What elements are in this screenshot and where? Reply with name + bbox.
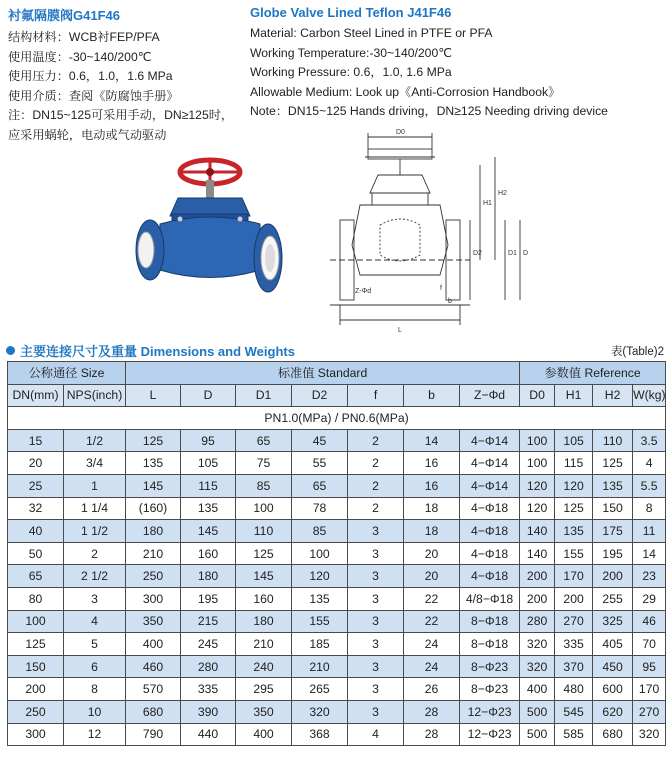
table-row — [8, 633, 666, 656]
table-cell: 22 — [404, 610, 460, 633]
table-cell: 65 — [8, 565, 64, 588]
label-d: D — [523, 250, 529, 257]
table-cell: 4−Φ18 — [460, 520, 520, 543]
table-cell: 180 — [181, 565, 236, 588]
table-cell: 4 — [348, 723, 404, 746]
table-cell: 185 — [292, 633, 348, 656]
table-row — [8, 723, 666, 746]
table-cell: 145 — [126, 474, 181, 497]
table-cell: 270 — [633, 700, 666, 723]
table-cell: 250 — [126, 565, 181, 588]
table-row — [8, 587, 666, 610]
table-cell: 100 — [520, 429, 555, 452]
table-cell: 14 — [404, 429, 460, 452]
table-cell: 200 — [593, 565, 633, 588]
table-cell: 350 — [126, 610, 181, 633]
table-cell: 6 — [64, 655, 126, 678]
table-row — [8, 565, 666, 588]
table-cell: 3 — [348, 542, 404, 565]
table-cell: 400 — [236, 723, 292, 746]
table-row — [8, 700, 666, 723]
table-cell: 20 — [404, 542, 460, 565]
table-cell: 3 — [348, 633, 404, 656]
label-h2: H2 — [498, 190, 507, 197]
table-cell: 3 — [348, 565, 404, 588]
table-cell: 14 — [633, 542, 666, 565]
table-cell: 460 — [126, 655, 181, 678]
table-cell: 65 — [236, 429, 292, 452]
table-cell: 50 — [8, 542, 64, 565]
table-cell: 265 — [292, 678, 348, 701]
column-header: f — [348, 384, 404, 407]
table-cell: 1 1/4 — [64, 497, 126, 520]
table-cell: 3 — [348, 587, 404, 610]
header-reference: 参数值 Reference — [520, 362, 666, 385]
en-title: Globe Valve Lined Teflon J41F46 — [250, 5, 452, 20]
table-cell: 155 — [555, 542, 593, 565]
table-row — [8, 542, 666, 565]
table-cell: 80 — [8, 587, 64, 610]
table-cell: 210 — [292, 655, 348, 678]
en-spec-line: Allowable Medium: Look up《Anti-Corrosion Handbook》 — [250, 84, 561, 99]
table-cell: 145 — [236, 565, 292, 588]
table-cell: 115 — [555, 452, 593, 475]
cn-spec-line: 使用压力：0.6，1.0，1.6 MPa — [8, 69, 173, 83]
table-cell: 24 — [404, 655, 460, 678]
table-cell: 115 — [181, 474, 236, 497]
table-cell: 4−Φ18 — [460, 497, 520, 520]
table-cell: 325 — [593, 610, 633, 633]
dimensions-table — [7, 361, 666, 746]
table-cell: 110 — [236, 520, 292, 543]
table-cell: 3 — [348, 520, 404, 543]
table-cell: 3 — [348, 678, 404, 701]
table-cell: 85 — [236, 474, 292, 497]
table-cell: 2 — [64, 542, 126, 565]
table-cell: 600 — [593, 678, 633, 701]
table-cell: 11 — [633, 520, 666, 543]
table-ref: 表(Table)2 — [610, 346, 664, 358]
table-row — [8, 474, 666, 497]
table-cell: 135 — [181, 497, 236, 520]
table-cell: 790 — [126, 723, 181, 746]
table-cell: 215 — [181, 610, 236, 633]
column-header: D — [181, 384, 236, 407]
table-cell: 75 — [236, 452, 292, 475]
table-cell: 200 — [520, 565, 555, 588]
table-cell: 28 — [404, 723, 460, 746]
table-cell: 140 — [520, 520, 555, 543]
table-cell: 4/8−Φ18 — [460, 587, 520, 610]
table-cell: 25 — [8, 474, 64, 497]
header-standard: 标准值 Standard — [126, 362, 520, 385]
cn-spec-line: 应采用蜗轮，电动或气动驱动 — [8, 127, 167, 142]
table-cell: 5 — [64, 633, 126, 656]
table-cell: 255 — [593, 587, 633, 610]
header-size: 公称通径 Size — [8, 362, 126, 385]
table-cell: 405 — [593, 633, 633, 656]
table-cell: 70 — [633, 633, 666, 656]
table-cell: 8 — [633, 497, 666, 520]
table-body — [8, 429, 666, 745]
column-header: b — [404, 384, 460, 407]
table-cell: 16 — [404, 474, 460, 497]
table-cell: 280 — [181, 655, 236, 678]
table-cell: 335 — [181, 678, 236, 701]
table-cell: 22 — [404, 587, 460, 610]
table-cell: 46 — [633, 610, 666, 633]
table-cell: 23 — [633, 565, 666, 588]
table-row — [8, 610, 666, 633]
table-cell: 320 — [520, 633, 555, 656]
table-cell: 100 — [8, 610, 64, 633]
table-cell: 270 — [555, 610, 593, 633]
table-cell: 8 — [64, 678, 126, 701]
table-cell: 105 — [555, 429, 593, 452]
table-cell: 20 — [8, 452, 64, 475]
table-cell: 135 — [593, 474, 633, 497]
table-cell: 135 — [555, 520, 593, 543]
table-cell: 2 1/2 — [64, 565, 126, 588]
bullet-icon — [6, 346, 15, 355]
table-cell: 250 — [8, 700, 64, 723]
table-cell: 3.5 — [633, 429, 666, 452]
table-cell: 3 — [348, 700, 404, 723]
table-cell: 120 — [520, 497, 555, 520]
table-cell: 85 — [292, 520, 348, 543]
table-cell: 4−Φ14 — [460, 452, 520, 475]
table-cell: 95 — [633, 655, 666, 678]
table-cell: 210 — [236, 633, 292, 656]
table-cell: 1/2 — [64, 429, 126, 452]
table-cell: 2 — [348, 474, 404, 497]
column-header: W(kg) — [633, 384, 666, 407]
table-cell: 135 — [126, 452, 181, 475]
cn-spec-line: 结构材料：WCB衬FEP/PFA — [8, 30, 160, 44]
table-cell: 100 — [292, 542, 348, 565]
column-header: Z−Φd — [460, 384, 520, 407]
table-cell: 200 — [8, 678, 64, 701]
table-cell: 240 — [236, 655, 292, 678]
table-cell: 480 — [555, 678, 593, 701]
table-cell: 195 — [181, 587, 236, 610]
table-cell: 585 — [555, 723, 593, 746]
cn-spec-line: 使用介质：查阅《防腐蚀手册》 — [8, 88, 179, 103]
table-cell: 28 — [404, 700, 460, 723]
en-spec-line: Working Pressure: 0.6，1.0, 1.6 MPa — [250, 65, 452, 79]
table-cell: 12−Φ23 — [460, 723, 520, 746]
table-cell: (160) — [126, 497, 181, 520]
table-cell: 29 — [633, 587, 666, 610]
table-cell: 295 — [236, 678, 292, 701]
table-cell: 2 — [348, 429, 404, 452]
table-cell: 120 — [292, 565, 348, 588]
label-f: f — [440, 285, 442, 292]
table-cell: 16 — [404, 452, 460, 475]
cn-title: 衬氟隔膜阀G41F46 — [8, 8, 120, 23]
table-cell: 368 — [292, 723, 348, 746]
table-cell: 100 — [236, 497, 292, 520]
table-cell: 180 — [126, 520, 181, 543]
cn-spec-line: 注：DN15~125可采用手动，DN≥125时， — [8, 108, 234, 122]
table-cell: 155 — [292, 610, 348, 633]
table-cell: 545 — [555, 700, 593, 723]
table-cell: 120 — [520, 474, 555, 497]
table-cell: 300 — [8, 723, 64, 746]
pressure-row: PN1.0(MPa) / PN0.6(MPa) — [8, 407, 666, 430]
label-h1: H1 — [483, 200, 492, 207]
table-cell: 1 — [64, 474, 126, 497]
table-cell: 12−Φ23 — [460, 700, 520, 723]
table-cell: 450 — [593, 655, 633, 678]
column-header: L — [126, 384, 181, 407]
table-cell: 125 — [236, 542, 292, 565]
table-cell: 160 — [236, 587, 292, 610]
table-cell: 18 — [404, 497, 460, 520]
column-header: D2 — [292, 384, 348, 407]
table-cell: 65 — [292, 474, 348, 497]
table-cell: 125 — [555, 497, 593, 520]
table-cell: 15 — [8, 429, 64, 452]
table-cell: 95 — [181, 429, 236, 452]
table-cell: 195 — [593, 542, 633, 565]
label-d0: D0 — [396, 129, 405, 136]
table-row — [8, 655, 666, 678]
table-cell: 145 — [181, 520, 236, 543]
en-spec-line: Material: Carbon Steel Lined in PTFE or PFA — [250, 26, 493, 40]
table-cell: 3 — [348, 655, 404, 678]
table-cell: 12 — [64, 723, 126, 746]
table-cell: 3/4 — [64, 452, 126, 475]
table-cell: 10 — [64, 700, 126, 723]
en-spec-line: Working Temperature:-30~140/200℃ — [250, 45, 452, 60]
cn-spec-line: 使用温度：-30~140/200℃ — [8, 49, 152, 64]
table-cell: 45 — [292, 429, 348, 452]
table-cell: 135 — [292, 587, 348, 610]
table-cell: 300 — [126, 587, 181, 610]
table-cell: 170 — [633, 678, 666, 701]
table-cell: 5.5 — [633, 474, 666, 497]
table-cell: 680 — [126, 700, 181, 723]
cn-spec-block — [8, 5, 268, 145]
table-cell: 150 — [593, 497, 633, 520]
table-cell: 2 — [348, 452, 404, 475]
table-cell: 210 — [126, 542, 181, 565]
table-cell: 8−Φ18 — [460, 633, 520, 656]
table-cell: 32 — [8, 497, 64, 520]
table-cell: 4 — [64, 610, 126, 633]
table-cell: 4−Φ14 — [460, 474, 520, 497]
table-cell: 320 — [520, 655, 555, 678]
table-cell: 100 — [520, 452, 555, 475]
table-cell: 200 — [520, 587, 555, 610]
table-cell: 4−Φ14 — [460, 429, 520, 452]
table-cell: 8−Φ18 — [460, 610, 520, 633]
column-header: DN(mm) — [8, 384, 64, 407]
table-cell: 105 — [181, 452, 236, 475]
table-cell: 3 — [64, 587, 126, 610]
table-cell: 570 — [126, 678, 181, 701]
table-cell: 18 — [404, 520, 460, 543]
table-cell: 125 — [8, 633, 64, 656]
en-spec-block — [250, 5, 670, 122]
table-cell: 335 — [555, 633, 593, 656]
label-l: L — [398, 327, 402, 334]
table-cell: 1 1/2 — [64, 520, 126, 543]
en-spec-line: Note：DN15~125 Hands driving，DN≥125 Needing driving device — [250, 104, 608, 118]
table-row — [8, 678, 666, 701]
column-header: D0 — [520, 384, 555, 407]
table-row — [8, 520, 666, 543]
table-cell: 620 — [593, 700, 633, 723]
column-header: NPS(inch) — [64, 384, 126, 407]
table-cell: 4 — [633, 452, 666, 475]
table-cell: 4−Φ18 — [460, 542, 520, 565]
table-cell: 150 — [8, 655, 64, 678]
label-b: b — [448, 298, 452, 305]
table-cell: 40 — [8, 520, 64, 543]
table-cell: 20 — [404, 565, 460, 588]
table-cell: 500 — [520, 700, 555, 723]
table-cell: 200 — [555, 587, 593, 610]
table-cell: 350 — [236, 700, 292, 723]
label-d2: D2 — [473, 250, 482, 257]
table-cell: 500 — [520, 723, 555, 746]
table-cell: 140 — [520, 542, 555, 565]
section-title-text: 主要连接尺寸及重量 Dimensions and Weights — [20, 344, 295, 359]
column-header: H2 — [593, 384, 633, 407]
table-cell: 680 — [593, 723, 633, 746]
table-row — [8, 497, 666, 520]
table-cell: 110 — [593, 429, 633, 452]
table-cell: 8−Φ23 — [460, 655, 520, 678]
table-cell: 320 — [292, 700, 348, 723]
table-cell: 55 — [292, 452, 348, 475]
table-cell: 170 — [555, 565, 593, 588]
table-cell: 4−Φ18 — [460, 565, 520, 588]
table-cell: 26 — [404, 678, 460, 701]
label-zd: Z-Φd — [355, 288, 372, 295]
table-cell: 400 — [126, 633, 181, 656]
table-cell: 390 — [181, 700, 236, 723]
table-cell: 120 — [555, 474, 593, 497]
table-cell: 125 — [126, 429, 181, 452]
valve-photo — [110, 150, 285, 325]
table-cell: 3 — [348, 610, 404, 633]
column-header: H1 — [555, 384, 593, 407]
table-cell: 2 — [348, 497, 404, 520]
table-cell: 125 — [593, 452, 633, 475]
table-row — [8, 452, 666, 475]
table-cell: 24 — [404, 633, 460, 656]
table-cell: 320 — [633, 723, 666, 746]
table-cell: 180 — [236, 610, 292, 633]
table-cell: 175 — [593, 520, 633, 543]
table-cell: 78 — [292, 497, 348, 520]
section-header — [6, 341, 666, 359]
table-cell: 245 — [181, 633, 236, 656]
table-cell: 370 — [555, 655, 593, 678]
table-cell: 280 — [520, 610, 555, 633]
label-d1: D1 — [508, 250, 517, 257]
table-row — [8, 429, 666, 452]
section-title — [6, 341, 295, 360]
table-cell: 160 — [181, 542, 236, 565]
column-header: D1 — [236, 384, 292, 407]
valve-technical-drawing — [330, 125, 665, 340]
table-cell: 440 — [181, 723, 236, 746]
table-cell: 400 — [520, 678, 555, 701]
table-cell: 8−Φ23 — [460, 678, 520, 701]
